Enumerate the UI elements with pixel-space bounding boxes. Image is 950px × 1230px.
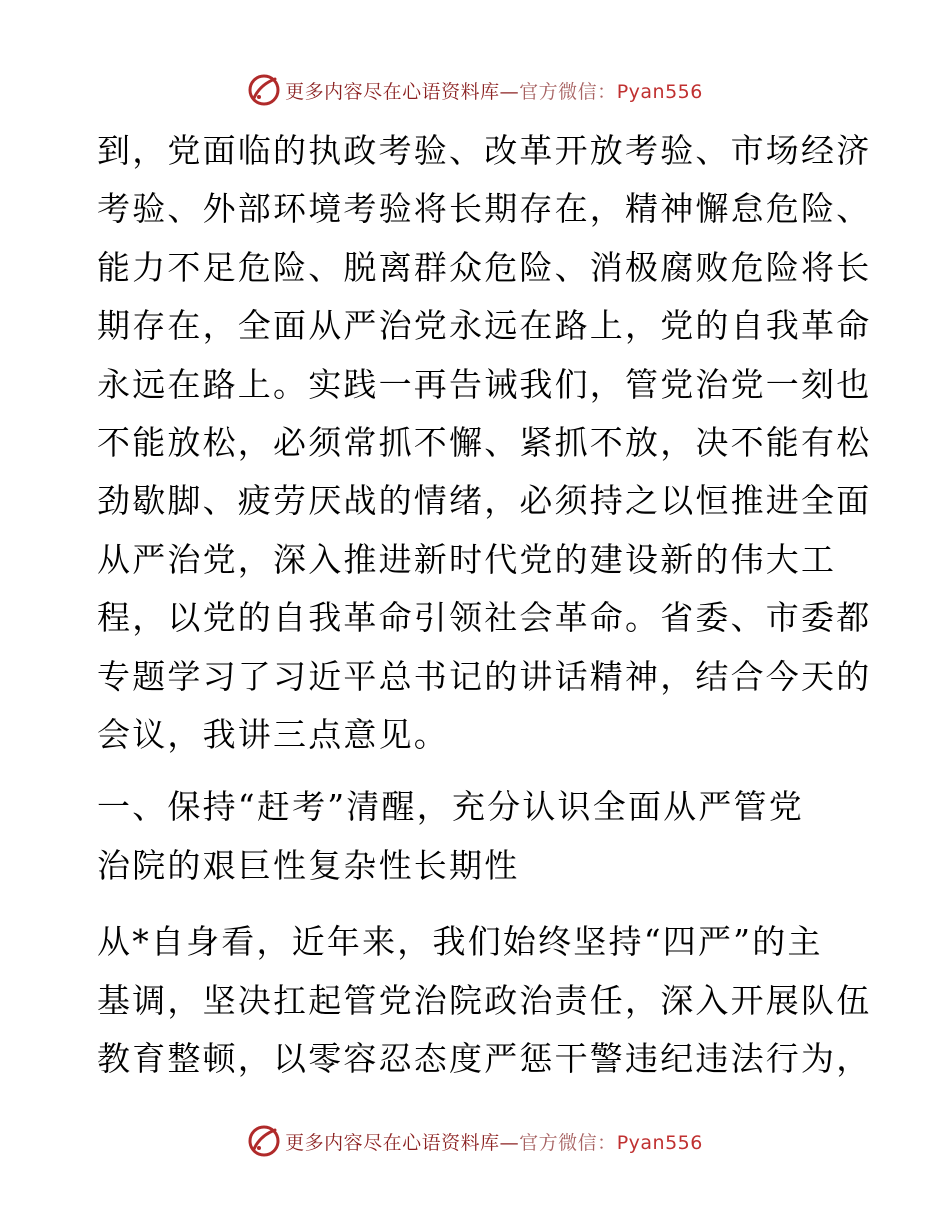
text-line: 从严治党，深入推进新时代党的建设新的伟大工 xyxy=(97,539,837,579)
text-line: 永远在路上。实践一再告诫我们，管党治党一刻也 xyxy=(97,364,872,404)
text-line: 从*自身看，近年来，我们始终坚持“四严”的主 xyxy=(97,922,823,962)
paragraph-1 xyxy=(97,122,872,764)
footer-site-text: 更多内容尽在心语资料库 xyxy=(285,1131,500,1154)
document-body xyxy=(97,122,872,1089)
text-line: 不能放松，必须常抓不懈、紧抓不放，决不能有松 xyxy=(97,423,872,463)
text-line: 期存在，全面从严治党永远在路上，党的自我革命 xyxy=(97,306,872,346)
section-heading-1 xyxy=(97,778,857,895)
paragraph-2 xyxy=(97,913,872,1088)
footer-wechat-label: 官方微信： xyxy=(519,1131,617,1154)
text-line: 到，党面临的执政考验、改革开放考验、市场经济 xyxy=(97,131,872,170)
pen-logo-icon xyxy=(247,73,281,107)
header-wechat-id: Pyan556 xyxy=(616,80,703,103)
header-dash: — xyxy=(499,80,520,103)
text-line: 考验、外部环境考验将长期存在，精神懈怠危险、 xyxy=(97,189,872,229)
footer-banner xyxy=(0,1121,950,1161)
pen-logo-icon xyxy=(247,1124,281,1158)
text-line: 程，以党的自我革命引领社会革命。省委、市委都 xyxy=(97,598,872,638)
text-line: 基调，坚决扛起管党治院政治责任，深入开展队伍 xyxy=(97,980,872,1020)
header-banner xyxy=(0,70,950,110)
header-banner-text xyxy=(285,77,703,104)
text-line: 能力不足危险、脱离群众危险、消极腐败危险将长 xyxy=(97,247,872,287)
footer-dash: — xyxy=(499,1131,520,1154)
text-line: 专题学习了习近平总书记的讲话精神，结合今天的 xyxy=(97,656,872,696)
text-line: 劲歇脚、疲劳厌战的情绪，必须持之以恒推进全面 xyxy=(97,481,872,521)
heading-line: 一、保持“赶考”清醒，充分认识全面从严管党 xyxy=(97,787,804,827)
text-line: 教育整顿，以零容忍态度严惩干警违纪违法行为， xyxy=(97,1039,872,1079)
footer-banner-text xyxy=(285,1128,703,1155)
header-site-text: 更多内容尽在心语资料库 xyxy=(285,80,500,103)
footer-wechat-id: Pyan556 xyxy=(616,1131,703,1154)
heading-line: 治院的艰巨性复杂性长期性 xyxy=(97,845,520,885)
header-wechat-label: 官方微信： xyxy=(519,80,617,103)
text-line: 会议，我讲三点意见。 xyxy=(97,715,449,755)
